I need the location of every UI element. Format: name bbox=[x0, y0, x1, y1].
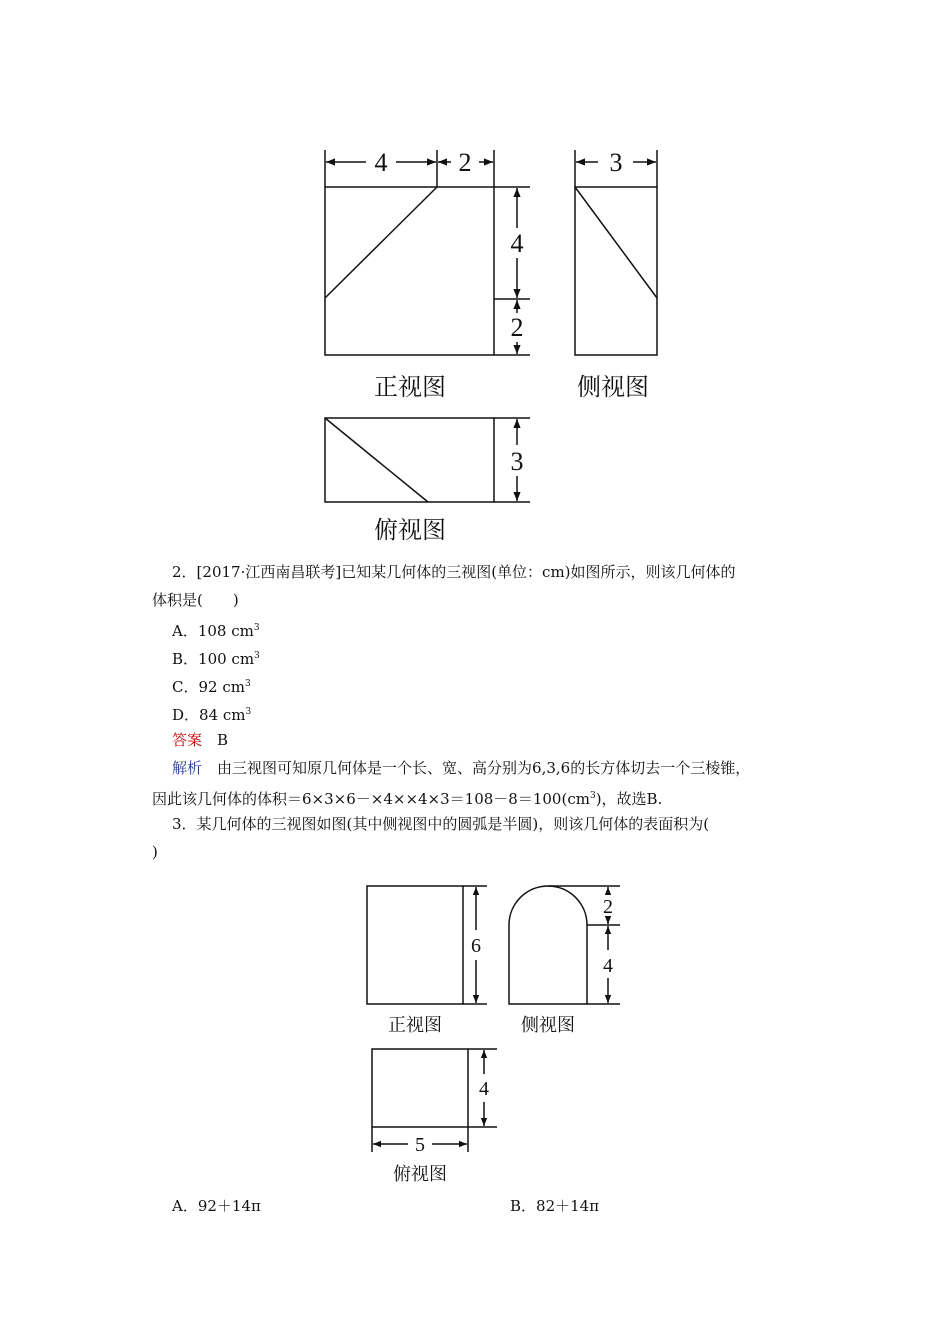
problem-3-option-b: B．82＋14π bbox=[510, 1197, 600, 1215]
side-view-outline bbox=[575, 187, 657, 355]
front-view-caption-2: 正视图 bbox=[388, 1015, 442, 1036]
front-height-lower-label: 2 bbox=[510, 313, 524, 342]
problem-2-option-c: C．92 $cm^3$ bbox=[172, 678, 251, 696]
three-view-figure-2 bbox=[350, 870, 640, 1195]
problem-2-analysis-line-1: 解析 由三视图可知原几何体是一个长、宽、高分别为6,3,6的长方体切去一个三棱锥， bbox=[172, 759, 751, 777]
side-wall-height-label: 4 bbox=[603, 955, 613, 977]
top-depth-label: 3 bbox=[510, 447, 524, 476]
front-view-outline-2 bbox=[367, 886, 463, 1004]
side-width-label: 3 bbox=[609, 148, 623, 177]
problem-2-answer bbox=[172, 730, 228, 750]
problem-3-stem-line-2: ) bbox=[152, 843, 158, 861]
top-width-label-2: 5 bbox=[415, 1134, 425, 1156]
problem-3-stem-line-1: 3．某几何体的三视图如图(其中侧视图中的圆弧是半圆)，则该几何体的表面积为( bbox=[172, 815, 710, 833]
front-view-diagonal bbox=[325, 187, 437, 298]
side-view-caption: 侧视图 bbox=[577, 373, 649, 401]
analysis-label: 解析 bbox=[172, 759, 203, 777]
front-width-right-label: 2 bbox=[458, 148, 472, 177]
problem-2-option-b: B．100 $cm^3$ bbox=[172, 650, 260, 668]
side-view-arch-outline bbox=[509, 886, 587, 1004]
top-view-outline bbox=[325, 418, 494, 502]
problem-2-option-a: A．108 $cm^3$ bbox=[172, 622, 260, 640]
front-view-outline bbox=[325, 187, 494, 355]
front-view-caption: 正视图 bbox=[374, 373, 446, 401]
top-view-caption: 俯视图 bbox=[374, 516, 446, 544]
problem-3-option-a: A．92＋14π bbox=[172, 1197, 261, 1215]
problem-2-analysis-line-2: 因此该几何体的体积$=6\times 3\times 6-\times 4\times\times 4\times 3=108-8=100(cm^3)$，故选B. bbox=[152, 790, 663, 808]
top-view-outline-2 bbox=[372, 1049, 468, 1127]
problem-2-option-d: D．84 $cm^3$ bbox=[172, 706, 252, 724]
front-height-label-2: 6 bbox=[471, 935, 481, 957]
problem-3-options-row bbox=[172, 1196, 261, 1216]
side-arch-height-label: 2 bbox=[603, 896, 613, 918]
front-width-left-label: 4 bbox=[374, 148, 388, 177]
top-depth-label-2: 4 bbox=[479, 1078, 489, 1100]
three-view-figure-1 bbox=[300, 125, 690, 555]
answer-label: 答案 bbox=[172, 731, 203, 749]
front-height-upper-label: 4 bbox=[510, 229, 524, 258]
problem-2-stem-line-2: 体积是( ) bbox=[152, 591, 239, 609]
top-view-caption-2: 俯视图 bbox=[393, 1164, 447, 1185]
side-view-caption-2: 侧视图 bbox=[521, 1015, 575, 1036]
answer-value: B bbox=[217, 731, 229, 749]
side-view-diagonal bbox=[575, 187, 657, 298]
top-view-diagonal bbox=[325, 418, 428, 502]
problem-2-stem-line-1: 2．[2017·江西南昌联考]已知某几何体的三视图(单位：cm)如图所示，则该几何体的 bbox=[172, 563, 736, 581]
